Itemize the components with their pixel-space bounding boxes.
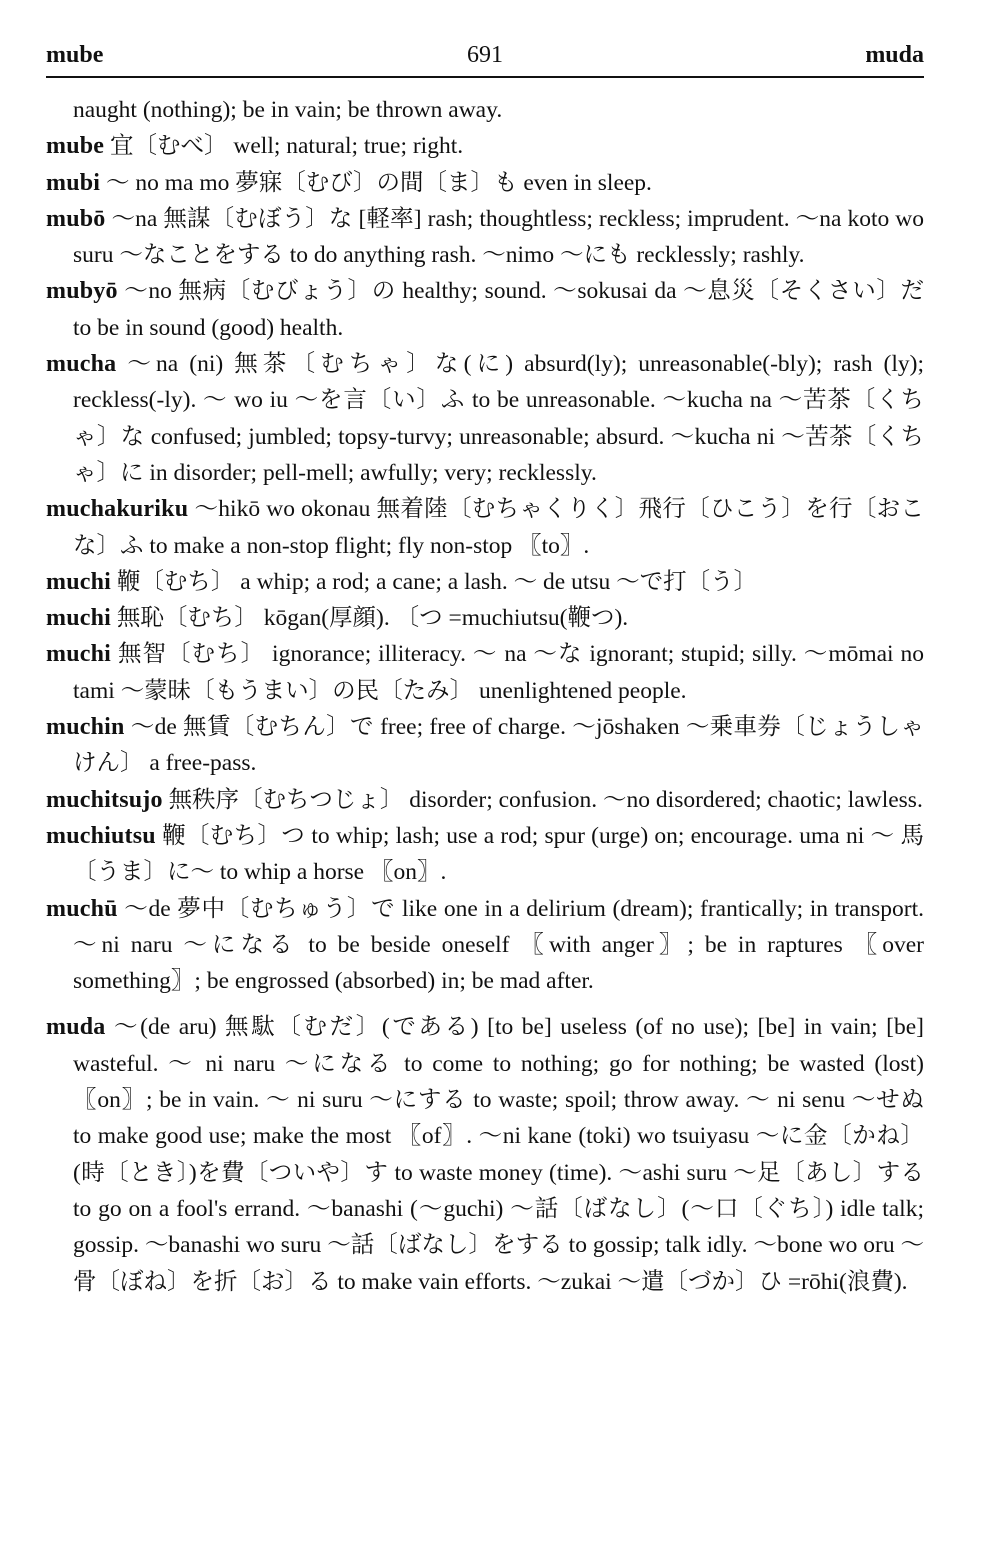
entry-headword: muchin [46,714,125,741]
entry-headword: muchi [46,641,112,668]
dictionary-entry [46,564,924,600]
dictionary-entry [46,709,924,782]
dictionary-entry [46,128,924,164]
entry-headword: mube [46,133,105,160]
entry-text: ～de 夢中〔むちゅう〕で like one in a delirium (dream); frantically; in transport. ～ni naru ～になる to be beside oneself 〖with anger〗; be in raptures 〖over something〗; be engrossed (absorbed) in; be mad after. [73,895,924,995]
dictionary-entry [46,600,924,636]
entry-text: ～na (ni) 無茶〔むちゃ〕な(に) absurd(ly); unreasonable(-bly); rash (ly); reckless(-ly). ～ wo iu ～を言〔い〕ふ to be unreasonable. ～kucha na ～苦茶〔くちゃ〕な confused; jumbled; topsy-turvy; unreasonable; absurd. ～kucha ni ～苦茶〔くちゃ〕に in disorder; pell-mell; awfully; very; recklessly. [73,351,924,486]
entry-text: ～hikō wo okonau 無着陸〔むちゃくりく〕飛行〔ひこう〕を行〔おこな〕ふ to make a non-stop flight; fly non-stop 〖to〗. [73,496,925,559]
dictionary-entry [46,165,924,201]
dictionary-entries [46,92,924,1300]
entry-headword: muchakuriku [46,496,189,523]
entry-text: 無智〔むち〕 ignorance; illiteracy. ～ na ～な ignorant; stupid; silly. ～mōmai no tami ～蒙昧〔もうまい〕の民〔たみ〕 unenlightened people. [73,641,924,704]
dictionary-entry [46,201,924,274]
entry-text: 鞭〔むち〕つ to whip; lash; use a rod; spur (urge) on; encourage. uma ni ～ 馬〔うま〕に～ to whip a horse 〖on〗. [73,822,925,886]
dictionary-entry [46,636,924,709]
entry-headword: mubyō [46,278,118,305]
dictionary-entry [46,491,924,564]
dictionary-entry [46,818,924,891]
entry-headword: mubō [46,205,106,232]
entry-text: 鞭〔むち〕 a whip; a rod; a cane; a lash. ～ de utsu ～で打〔う〕 [116,568,758,595]
entry-headword: muchitsujo [46,786,163,813]
page-number: 691 [467,42,503,68]
entry-headword: muda [46,1014,106,1041]
entry-text: 無恥〔むち〕 kōgan(厚顔). 〔つ =muchiutsu(鞭つ). [116,605,629,632]
dictionary-entry [46,92,924,128]
dictionary-entry [46,782,924,818]
header-first-guide-word: mube [46,42,104,68]
dictionary-entry [46,346,924,491]
dictionary-entry [46,1009,924,1299]
entry-headword: muchū [46,895,118,922]
entry-text: 宜〔むべ〕 well; natural; true; right. [110,133,464,160]
entry-text: ～ no ma mo 夢寐〔むび〕の間〔ま〕も even in sleep. [106,169,652,196]
entry-headword: muchi [46,568,112,595]
entry-text: naught (nothing); be in vain; be thrown away. [73,97,503,123]
entry-headword: muchi [46,605,112,632]
entry-text: ～no 無病〔むびょう〕の healthy; sound. ～sokusai da ～息災〔そくさい〕だ to be in sound (good) health. [73,278,925,341]
entry-headword: muchiutsu [46,822,156,849]
header-last-guide-word: muda [865,42,924,68]
page-header [46,36,924,78]
dictionary-entry [46,273,924,346]
dictionary-page [46,36,924,1300]
entry-text: ～(de aru) 無駄〔むだ〕(である) [to be] useless (of no use); [be] in vain; [be] wasteful. ～ ni naru ～になる to come to nothing; go for nothing; be wasted (lost) 〖on〗; be in vain. ～ ni suru ～にする to waste; spoil; throw away. ～ ni senu ～せぬ to make good use; make the most 〖of〗. ～ni kane (toki) wo tsuiyasu ～に金〔かね〕(時〔とき〕)を費〔ついや〕す to waste money (time). ～ashi suru ～足〔あし〕する to go on a fool's errand. ～banashi (～guchi) ～話〔ばなし〕(～口〔ぐち〕) idle talk; gossip. ～banashi wo suru ～話〔ばなし〕をする to gossip; talk idly. ～bone wo oru ～骨〔ぼね〕を折〔お〕る to make vain efforts. ～zukai ～遣〔づか〕ひ =rōhi(浪費). [73,1014,924,1295]
entry-text: ～na 無謀〔むぼう〕な [軽率] rash; thoughtless; reckless; imprudent. ～na koto wo suru ～なことをする to do anything rash. ～nimo ～にも recklessly; rashly. [73,205,925,269]
entry-text: ～de 無賃〔むちん〕で free; free of charge. ～jōshaken ～乗車券〔じょうしゃけん〕 a free-pass. [73,714,924,777]
entry-headword: mucha [46,351,117,378]
entry-text: 無秩序〔むちつじょ〕 disorder; confusion. ～no disordered; chaotic; lawless. [168,786,923,813]
dictionary-entry [46,891,924,1000]
entry-headword: mubi [46,169,101,196]
